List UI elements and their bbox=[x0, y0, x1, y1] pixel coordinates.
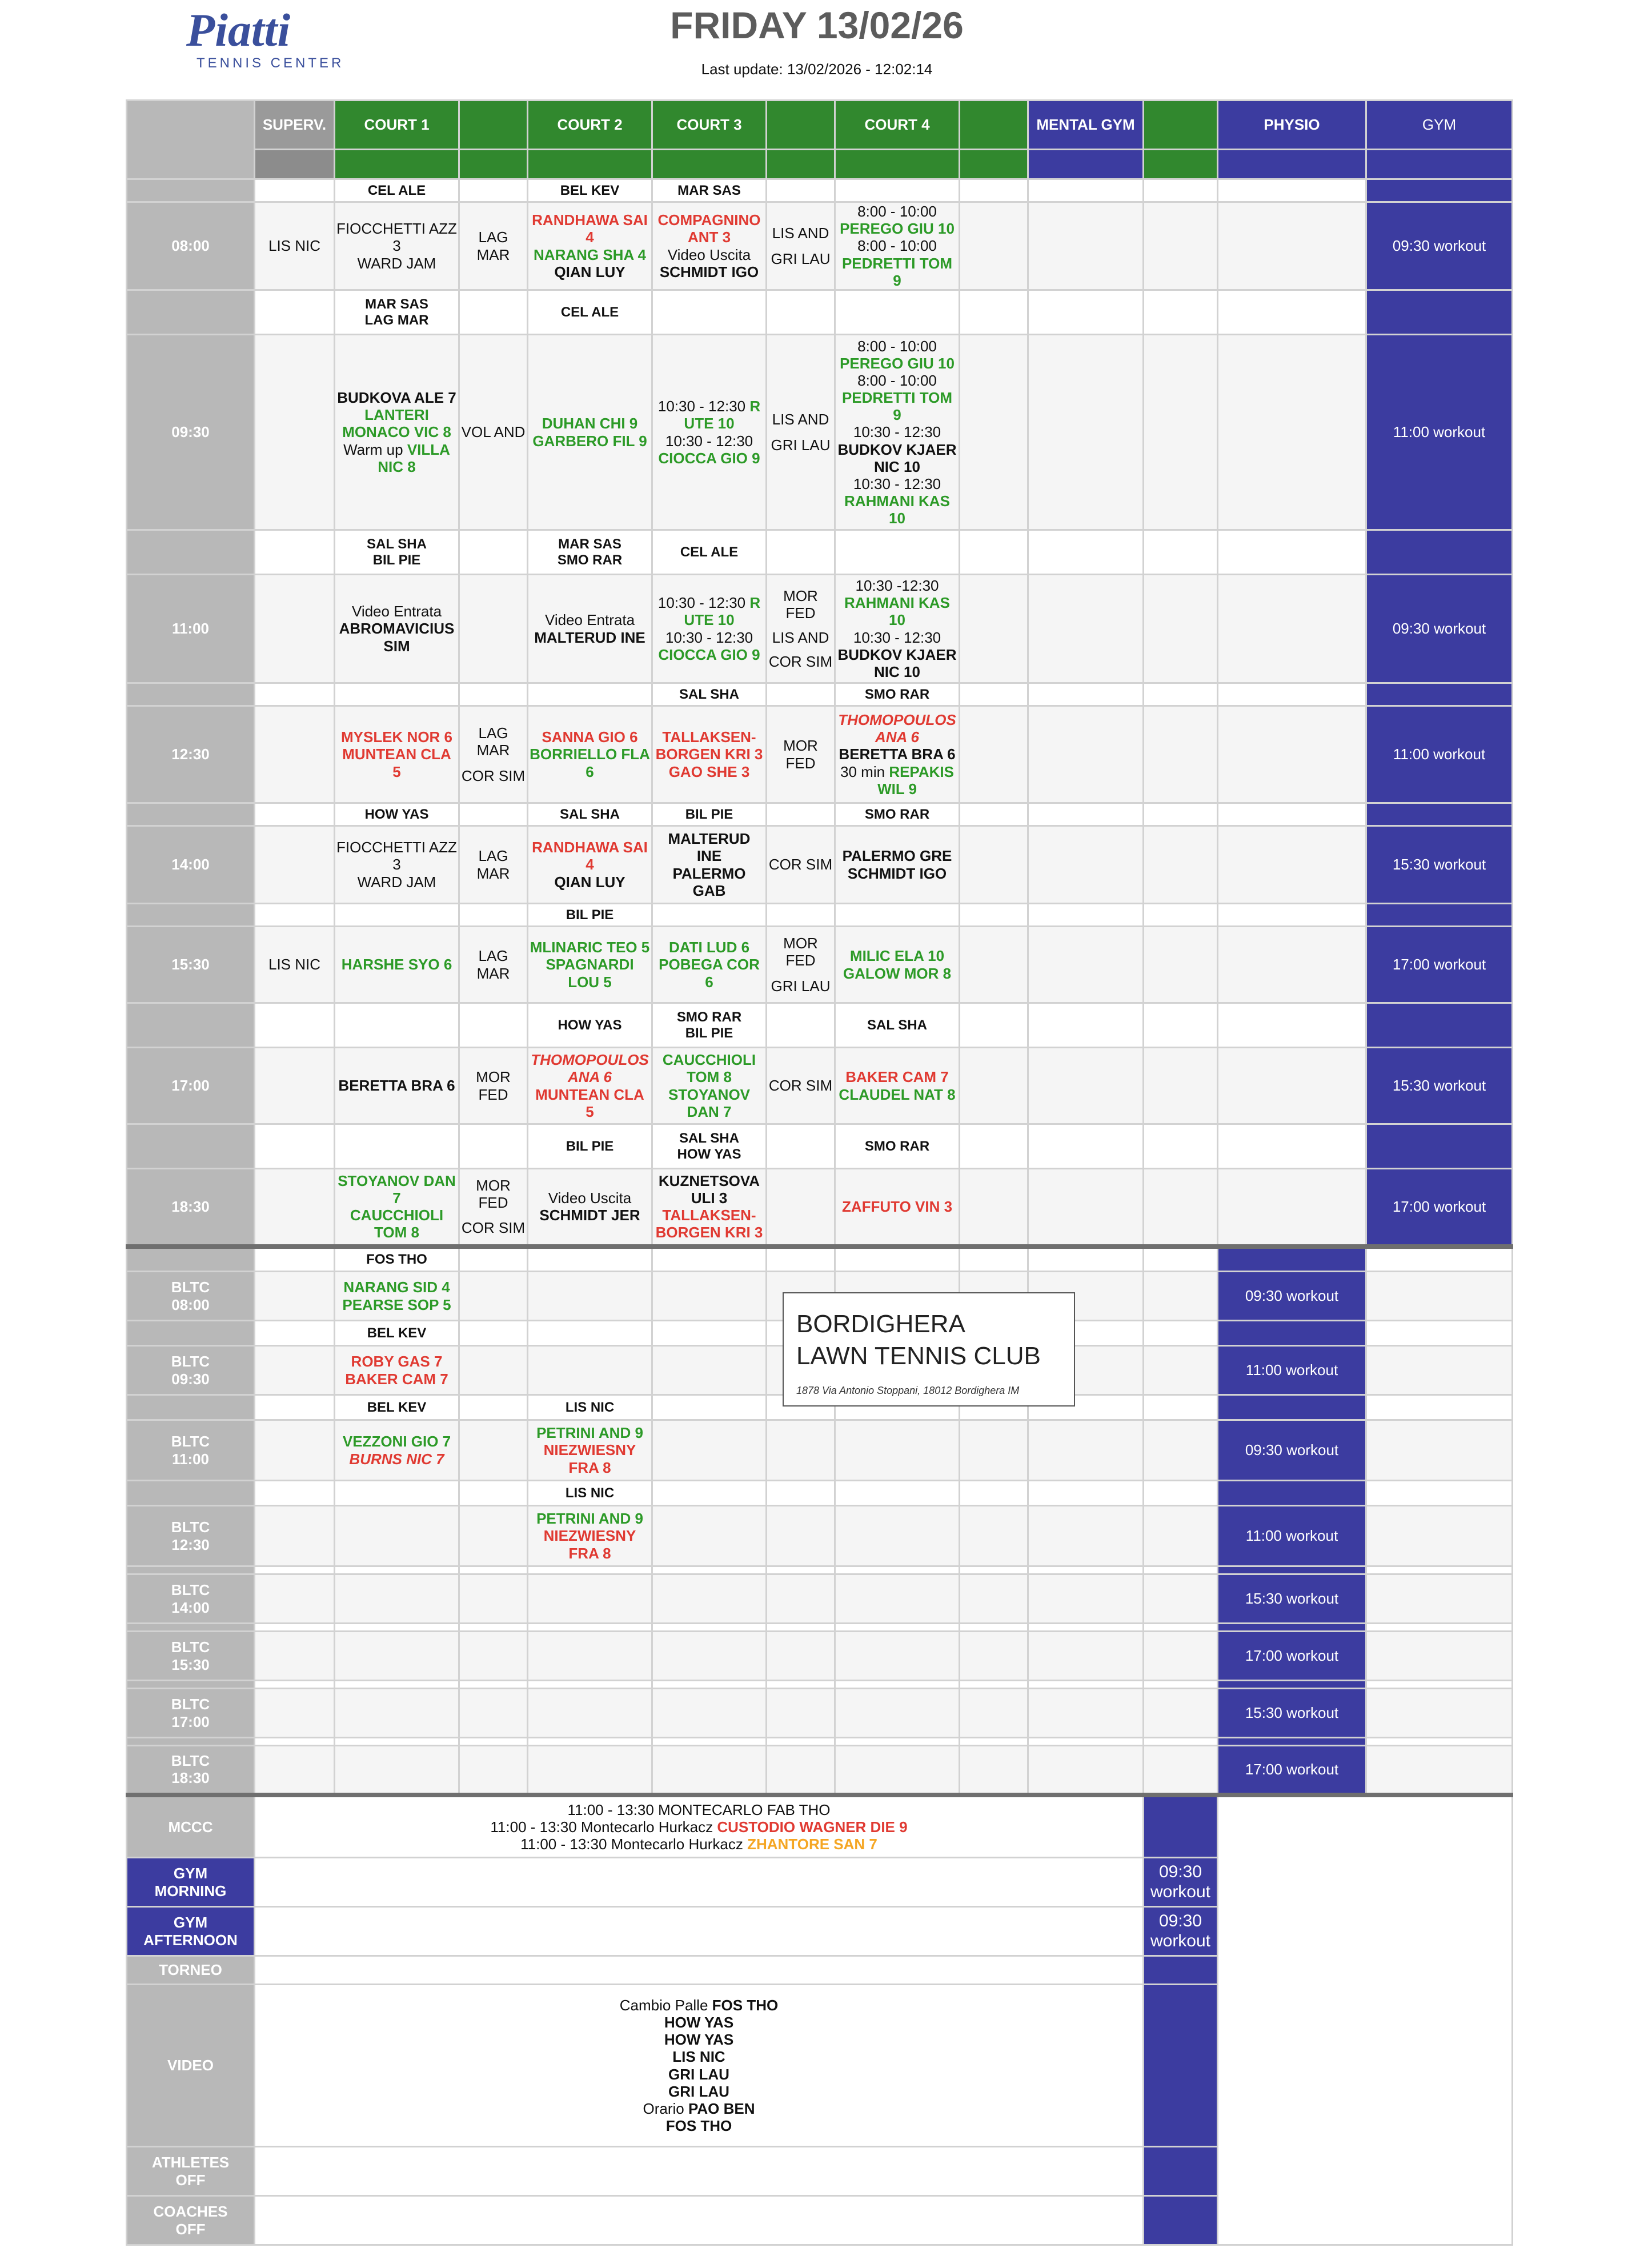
gym-1700: 15:30 workout bbox=[1366, 1048, 1513, 1124]
schedule-s1100-c2a: Video Entrata bbox=[544, 611, 635, 629]
schedule-s1400-sup-pre-c2: SAL SHA bbox=[528, 803, 652, 826]
bltc-b1700-label2: 17:00 bbox=[171, 1713, 210, 1730]
bltc-b1700-label1: BLTC bbox=[171, 1696, 210, 1713]
gym-0800: 09:30 workout bbox=[1366, 202, 1513, 290]
bordighera-box bbox=[783, 1292, 1075, 1407]
schedule-s1100-sup-pre-c1b: BIL PIE bbox=[372, 552, 421, 568]
schedule-s1400-c3s: COR SIM bbox=[767, 826, 835, 904]
footer-gym-morning-workout2: workout bbox=[1150, 1882, 1211, 1901]
footer-gym-morning-label1: GYM bbox=[173, 1865, 208, 1882]
schedule-s1400-sup-pre-c1: HOW YAS bbox=[335, 803, 459, 826]
col-court-1: COURT 1 bbox=[335, 101, 459, 150]
schedule-s1530-superv: LIS NIC bbox=[255, 927, 335, 1003]
schedule-s1230-sup-pre-c4: SMO RAR bbox=[835, 683, 960, 706]
bltc-1400 bbox=[127, 1574, 1513, 1624]
schedule-s0930-c1b: LANTERI MONACO VIC 8 bbox=[342, 406, 451, 441]
schedule-s0800-c1s: LAG MAR bbox=[459, 202, 528, 290]
slot-1230 bbox=[127, 706, 1513, 803]
gym-1230: 11:00 workout bbox=[1366, 706, 1513, 803]
col-superv: SUPERV. bbox=[255, 101, 335, 150]
bltc-b1100-c1a: VEZZONI GIO 7 bbox=[342, 1433, 451, 1450]
time-0800: 08:00 bbox=[127, 202, 255, 290]
slot-1830 bbox=[127, 1169, 1513, 1247]
schedule-s0930-c3d: CIOCCA GIO 9 bbox=[658, 449, 760, 467]
schedule-s1700-c1: BERETTA BRA 6 bbox=[335, 1048, 459, 1124]
schedule-s0800-sup-pre-c3: MAR SAS bbox=[652, 179, 767, 202]
schedule-s1530-c3b: POBEGA COR 6 bbox=[659, 956, 760, 991]
schedule-s0930-c4-1: PEREGO GIU 10 bbox=[840, 354, 955, 372]
schedule-s0930-c3s1: LIS AND bbox=[772, 411, 829, 428]
schedule-s0930-c4-0: 8:00 - 10:00 bbox=[857, 337, 937, 355]
logo-text: Piatti bbox=[186, 5, 291, 56]
bltc-b0930-physio: 11:00 workout bbox=[1218, 1346, 1366, 1395]
schedule-s1100-c3a: 10:30 - 12:30 bbox=[657, 594, 746, 612]
footer-video-line1-name: FOS THO bbox=[712, 1996, 779, 2014]
schedule-s1100-sup-pre-c1a: SAL SHA bbox=[367, 536, 427, 552]
bltc-b1100-label2: 11:00 bbox=[171, 1450, 210, 1468]
footer-mccc-line3-name: ZHANTORE SAN 7 bbox=[747, 1835, 877, 1853]
schedule-s0800-c4c: 8:00 - 10:00 bbox=[857, 237, 937, 255]
schedule-s1700-c4a: BAKER CAM 7 bbox=[845, 1068, 949, 1086]
schedule-s1100-sup-pre-c2a: MAR SAS bbox=[558, 536, 621, 552]
schedule-s1830-sup-pre-c3a: SAL SHA bbox=[679, 1130, 739, 1146]
bltc-b1100-c1b: BURNS NIC 7 bbox=[349, 1450, 444, 1468]
schedule-s1830-c2a: Video Uscita bbox=[548, 1189, 632, 1207]
schedule-s1830-c1b: CAUCCHIOLI TOM 8 bbox=[350, 1207, 444, 1241]
schedule-s1830-c4: ZAFFUTO VIN 3 bbox=[835, 1169, 960, 1247]
bltc-b0930-pre: BEL KEV bbox=[335, 1321, 459, 1346]
bltc-1230 bbox=[127, 1506, 1513, 1566]
bltc-b0800-c1a: NARANG SID 4 bbox=[343, 1279, 450, 1296]
schedule-s1530-c4b: GALOW MOR 8 bbox=[843, 964, 952, 982]
time-1700: 17:00 bbox=[127, 1048, 255, 1124]
schedule-s1230-c4b: BERETTA BRA 6 bbox=[839, 746, 956, 763]
footer-mccc-line2-name: CUSTODIO WAGNER DIE 9 bbox=[717, 1818, 908, 1836]
bltc-b0930-label2: 09:30 bbox=[171, 1370, 210, 1388]
schedule-s1700-c4b: CLAUDEL NAT 8 bbox=[839, 1085, 956, 1103]
schedule-s0930-c1s: VOL AND bbox=[459, 335, 528, 530]
schedule-s1100-c3d: CIOCCA GIO 9 bbox=[658, 646, 760, 663]
slot-1700 bbox=[127, 1048, 1513, 1124]
schedule-s1830-c1s1: MOR FED bbox=[476, 1177, 511, 1212]
footer-mccc-line1: 11:00 - 13:30 MONTECARLO FAB THO bbox=[567, 1801, 831, 1818]
schedule-s1230-c3b: GAO SHE 3 bbox=[668, 763, 750, 780]
bltc-b1700-physio: 15:30 workout bbox=[1218, 1689, 1366, 1738]
bltc-b1830-label2: 18:30 bbox=[171, 1769, 210, 1787]
time-1100: 11:00 bbox=[127, 575, 255, 683]
schedule-s1100-c3c: 10:30 - 12:30 bbox=[665, 628, 753, 646]
schedule-s0800-c3a: COMPAGNINO ANT 3 bbox=[657, 211, 761, 246]
bltc-1530 bbox=[127, 1632, 1513, 1681]
schedule-s1230-c1a: MYSLEK NOR 6 bbox=[340, 728, 453, 746]
schedule-s1400-c3a: MALTERUD INE bbox=[668, 830, 751, 865]
bltc-b0930-c1a: ROBY GAS 7 bbox=[351, 1353, 443, 1371]
schedule-s0930-c1c: Warm up bbox=[343, 440, 403, 458]
schedule-s1400-c4a: PALERMO GRE bbox=[842, 847, 952, 865]
bordighera-name-1: BORDIGHERA bbox=[796, 1310, 965, 1338]
bltc-b1100-pre1: BEL KEV bbox=[335, 1395, 459, 1420]
schedule-s1700-c3a: CAUCCHIOLI TOM 8 bbox=[662, 1051, 756, 1086]
bltc-1100 bbox=[127, 1420, 1513, 1481]
footer-torneo-label: TORNEO bbox=[127, 1956, 255, 1985]
schedule-s1700-c2b: MUNTEAN CLA 5 bbox=[535, 1085, 644, 1120]
footer-athletes-off-label1: ATHLETES bbox=[151, 2154, 230, 2171]
schedule-s1830-c2b: SCHMIDT JER bbox=[539, 1207, 640, 1224]
footer-mccc-line3-pre: 11:00 - 13:30 Montecarlo Hurkacz bbox=[520, 1835, 743, 1853]
schedule-s1230-c2a: SANNA GIO 6 bbox=[542, 728, 638, 746]
schedule-s1400-c3b: PALERMO GAB bbox=[672, 864, 746, 899]
slot-0930 bbox=[127, 335, 1513, 530]
col-court-2: COURT 2 bbox=[528, 101, 652, 150]
bltc-b0800-pre: FOS THO bbox=[335, 1247, 459, 1272]
slot-1100 bbox=[127, 575, 1513, 683]
schedule-s1100-c1a: Video Entrata bbox=[351, 603, 442, 620]
schedule-s1100-sup-pre-c2b: SMO RAR bbox=[557, 552, 623, 568]
schedule-s0930-sup-pre-c1b: LAG MAR bbox=[364, 312, 429, 328]
schedule-s1400-c1s: LAG MAR bbox=[459, 826, 528, 904]
schedule-s1100-c4a: 10:30 -12:30 bbox=[855, 577, 939, 595]
schedule-s1400-c2a: RANDHAWA SAI 4 bbox=[532, 839, 648, 873]
schedule-s1100-c3s1: MOR FED bbox=[783, 587, 818, 622]
schedule-s1830-c3a: KUZNETSOVA ULI 3 bbox=[658, 1172, 760, 1207]
bltc-b1830-label1: BLTC bbox=[171, 1752, 210, 1770]
schedule-s0930-c3a: 10:30 - 12:30 bbox=[657, 398, 746, 415]
bltc-b1230-c2a: PETRINI AND 9 bbox=[536, 1510, 643, 1528]
schedule-s0800-c4b: PEREGO GIU 10 bbox=[840, 220, 955, 238]
bltc-b1100-c2a: PETRINI AND 9 bbox=[536, 1424, 643, 1442]
bltc-b1400-label1: BLTC bbox=[171, 1581, 210, 1599]
schedule-s0800-sup-pre-c2: BEL KEV bbox=[528, 179, 652, 202]
bltc-b0800-label2: 08:00 bbox=[171, 1296, 210, 1313]
col-mental-gym: MENTAL GYM bbox=[1028, 101, 1144, 150]
schedule-s1100-c2b: MALTERUD INE bbox=[534, 628, 645, 646]
schedule-s0930-c3b: R UTE 10 bbox=[684, 398, 761, 432]
footer-gym-afternoon-workout1: 09:30 bbox=[1158, 1911, 1202, 1930]
schedule-s0930-c4-3: PEDRETTI TOM 9 bbox=[841, 389, 953, 424]
schedule-s1830-c3b: TALLAKSEN-BORGEN KRI 3 bbox=[655, 1207, 763, 1241]
schedule-s1230-c1b: MUNTEAN CLA 5 bbox=[342, 746, 451, 780]
schedule-s1400-c4b: SCHMIDT IGO bbox=[847, 864, 947, 882]
sup-c1-0800: CEL ALE bbox=[335, 179, 459, 202]
footer-video-line1-pre: Cambio Palle bbox=[619, 1996, 708, 2014]
schedule-s1530-c2b: SPAGNARDI LOU 5 bbox=[546, 956, 634, 991]
schedule-s1230-c4d: REPAKIS WIL 9 bbox=[877, 763, 954, 798]
schedule-s1100-sup-pre-c3: CEL ALE bbox=[652, 530, 767, 575]
bltc-b1100-pre2: LIS NIC bbox=[528, 1395, 652, 1420]
schedule-s0800-c2a: RANDHAWA SAI 4 bbox=[532, 211, 648, 246]
schedule-s1700-c3b: STOYANOV DAN 7 bbox=[668, 1085, 751, 1120]
schedule-grid bbox=[126, 99, 1513, 2246]
schedule-s1100-c4b: RAHMANI KAS 10 bbox=[844, 594, 950, 629]
schedule-s1700-c2a: THOMOPOULOS ANA 6 bbox=[531, 1051, 649, 1086]
col-court-3: COURT 3 bbox=[652, 101, 767, 150]
footer-video-label: VIDEO bbox=[127, 1985, 255, 2147]
schedule-s1530-c4a: MILIC ELA 10 bbox=[849, 947, 945, 965]
bltc-b0800-c1b: PEARSE SOP 5 bbox=[342, 1296, 451, 1313]
schedule-s0930-c1d: VILLA NIC 8 bbox=[378, 440, 450, 475]
footer-gym-morning-workout1: 09:30 bbox=[1158, 1862, 1202, 1881]
schedule-s0930-c1a: BUDKOVA ALE 7 bbox=[337, 389, 456, 407]
footer-video-line7-pre: Orario bbox=[643, 2099, 684, 2117]
footer-mccc-label: MCCC bbox=[127, 1795, 255, 1858]
schedule-s1100-c3s2: LIS AND bbox=[772, 628, 829, 646]
schedule-s1230-c1s2: COR SIM bbox=[461, 767, 526, 784]
bltc-b1400-physio: 15:30 workout bbox=[1218, 1574, 1366, 1624]
logo-subtext: TENNIS CENTER bbox=[197, 55, 344, 71]
footer-video-lines-3: GRI LAU bbox=[668, 2065, 729, 2083]
footer-athletes-off-label2: OFF bbox=[175, 2171, 206, 2189]
schedule-s1100-c3b: R UTE 10 bbox=[684, 594, 761, 629]
bltc-b0800-physio: 09:30 workout bbox=[1218, 1272, 1366, 1321]
bltc-1700 bbox=[127, 1689, 1513, 1738]
schedule-s1530-c1: HARSHE SYO 6 bbox=[335, 927, 459, 1003]
schedule-s0800-c2b: NARANG SHA 4 bbox=[534, 246, 646, 263]
schedule-s0930-sup-pre-c1a: MAR SAS bbox=[365, 296, 428, 312]
schedule-s0930-sup-pre-c2: CEL ALE bbox=[528, 290, 652, 335]
schedule-s1700-sup-pre-c4: SAL SHA bbox=[835, 1003, 960, 1048]
schedule-s0930-c4-5: BUDKOV KJAER NIC 10 bbox=[837, 440, 957, 475]
gym-1530: 17:00 workout bbox=[1366, 927, 1513, 1003]
last-update: Last update: 13/02/2026 - 12:02:14 bbox=[701, 61, 933, 78]
footer-video-lines-1: HOW YAS bbox=[664, 2031, 734, 2049]
bltc-b1100-physio: 09:30 workout bbox=[1218, 1420, 1366, 1481]
footer-gym-afternoon-label2: AFTERNOON bbox=[143, 1931, 238, 1949]
schedule-s0800-c3s2: GRI LAU bbox=[771, 250, 831, 267]
schedule-s1700-c3s: COR SIM bbox=[767, 1048, 835, 1124]
schedule-s1830-sup-pre-c3b: HOW YAS bbox=[677, 1146, 741, 1162]
gym-1400: 15:30 workout bbox=[1366, 826, 1513, 904]
time-0930: 09:30 bbox=[127, 335, 255, 530]
slot-1400 bbox=[127, 826, 1513, 904]
schedule-s1400-sup-pre-c4: SMO RAR bbox=[835, 803, 960, 826]
schedule-s0800-c1-0: FIOCCHETTI AZZ 3 bbox=[336, 220, 457, 255]
schedule-s1230-c1s1: LAG MAR bbox=[476, 724, 510, 759]
bltc-b0930-c1b: BAKER CAM 7 bbox=[345, 1370, 448, 1388]
bltc-b1230-physio: 11:00 workout bbox=[1218, 1506, 1366, 1566]
slot-0800 bbox=[127, 202, 1513, 290]
bltc-b0930-label1: BLTC bbox=[171, 1353, 210, 1371]
bltc-b1530-label2: 15:30 bbox=[171, 1656, 210, 1673]
footer-gym-afternoon-label1: GYM bbox=[173, 1914, 208, 1932]
schedule-s0800-c4d: PEDRETTI TOM 9 bbox=[841, 254, 953, 289]
schedule-s0800-c3c: SCHMIDT IGO bbox=[659, 263, 759, 281]
schedule-s0930-c4-7: RAHMANI KAS 10 bbox=[844, 492, 950, 527]
bltc-b1530-label1: BLTC bbox=[171, 1638, 210, 1656]
piatti-logo bbox=[182, 5, 353, 72]
page-title: FRIDAY 13/02/26 bbox=[670, 4, 964, 46]
time-1530: 15:30 bbox=[127, 927, 255, 1003]
schedule-s1700-sup-pre-c3a: SMO RAR bbox=[676, 1009, 742, 1025]
schedule-s1530-c3a: DATI LUD 6 bbox=[668, 939, 750, 956]
col-gym: GYM bbox=[1366, 101, 1513, 150]
schedule-s1400-sup-pre-c3: BIL PIE bbox=[652, 803, 767, 826]
bltc-b1230-pre: LIS NIC bbox=[528, 1481, 652, 1506]
bltc-b1230-label2: 12:30 bbox=[171, 1536, 210, 1553]
schedule-s1530-sup-pre-c2: BIL PIE bbox=[528, 904, 652, 927]
schedule-s1230-c4c: 30 min bbox=[840, 763, 885, 780]
col-court-4: COURT 4 bbox=[835, 101, 960, 150]
schedule-s1230-c4a: THOMOPOULOS ANA 6 bbox=[838, 711, 956, 746]
schedule-s1100-c3s3: COR SIM bbox=[768, 652, 833, 670]
schedule-s1230-c3a: TALLAKSEN-BORGEN KRI 3 bbox=[655, 728, 763, 763]
schedule-s1700-sup-pre-c3b: BIL PIE bbox=[685, 1025, 733, 1041]
col-physio: PHYSIO bbox=[1218, 101, 1366, 150]
schedule-s1530-c2a: MLINARIC TEO 5 bbox=[530, 939, 650, 956]
schedule-s0800-c3s1: LIS AND bbox=[772, 225, 829, 242]
schedule-s1400-c1: FIOCCHETTI AZZ 3 bbox=[336, 839, 457, 873]
gym-1100: 09:30 workout bbox=[1366, 575, 1513, 683]
footer-video-line8: FOS THO bbox=[665, 2117, 732, 2134]
schedule-s1100-c4c: 10:30 - 12:30 bbox=[853, 628, 941, 646]
mccc-row bbox=[127, 1795, 1513, 1858]
bordighera-name-2: LAWN TENNIS CLUB bbox=[796, 1342, 1041, 1371]
schedule-s0800-c2c: QIAN LUY bbox=[554, 263, 625, 281]
footer-video-lines-0: HOW YAS bbox=[664, 2014, 734, 2031]
schedule-s0930-c4-6: 10:30 - 12:30 bbox=[853, 475, 941, 492]
schedule-s0930-c4-4: 10:30 - 12:30 bbox=[853, 423, 941, 441]
bltc-b1230-c2b: NIEZWIESNY FRA 8 bbox=[543, 1527, 636, 1562]
schedule-s1230-c3s: MOR FED bbox=[767, 706, 835, 803]
schedule-s1100-c4d: BUDKOV KJAER NIC 10 bbox=[837, 646, 957, 680]
bltc-1830 bbox=[127, 1746, 1513, 1795]
bltc-b1100-c2b: NIEZWIESNY FRA 8 bbox=[543, 1441, 636, 1476]
time-1830: 18:30 bbox=[127, 1169, 255, 1247]
schedule-s1400-c2b: QIAN LUY bbox=[554, 873, 625, 891]
footer-coaches-off-label2: OFF bbox=[175, 2220, 206, 2238]
schedule-s1830-c1s2: COR SIM bbox=[461, 1219, 526, 1237]
bltc-b1230-label1: BLTC bbox=[171, 1518, 210, 1536]
schedule-s0800-c1-1: WARD JAM bbox=[357, 254, 436, 272]
footer-video-lines-4: GRI LAU bbox=[668, 2082, 729, 2100]
time-1230: 12:30 bbox=[127, 706, 255, 803]
schedule-s1700-sup-pre-c2: HOW YAS bbox=[528, 1003, 652, 1048]
schedule-s1400-c1b: WARD JAM bbox=[357, 873, 436, 891]
schedule-s1830-sup-pre-c2: BIL PIE bbox=[528, 1124, 652, 1169]
footer-mccc-line2-pre: 11:00 - 13:30 Montecarlo Hurkacz bbox=[490, 1818, 713, 1836]
schedule-s0800-superv: LIS NIC bbox=[255, 202, 335, 290]
gym-0930: 11:00 workout bbox=[1366, 335, 1513, 530]
schedule-s1100-c1b: ABROMAVICIUS SIM bbox=[339, 620, 455, 655]
footer-video-line7-name: PAO BEN bbox=[688, 2099, 755, 2117]
schedule-s1830-c1a: STOYANOV DAN 7 bbox=[338, 1172, 456, 1207]
schedule-s1530-c3s1: MOR FED bbox=[783, 935, 818, 969]
footer-coaches-off-label1: COACHES bbox=[153, 2203, 228, 2221]
schedule-s1830-sup-pre-c4: SMO RAR bbox=[835, 1124, 960, 1169]
schedule-s1230-sup-pre-c3: SAL SHA bbox=[652, 683, 767, 706]
bltc-b0800-label1: BLTC bbox=[171, 1279, 210, 1296]
schedule-s0930-c2a: DUHAN CHI 9 bbox=[542, 415, 638, 432]
time-1400: 14:00 bbox=[127, 826, 255, 904]
footer-gym-morning-label2: MORNING bbox=[154, 1882, 227, 1900]
schedule-s1230-c2b: BORRIELLO FLA 6 bbox=[530, 746, 650, 780]
schedule-s0800-c4a: 8:00 - 10:00 bbox=[857, 203, 937, 221]
schedule-s1530-c3s2: GRI LAU bbox=[771, 977, 831, 995]
schedule-s0930-c4-2: 8:00 - 10:00 bbox=[857, 371, 937, 389]
schedule-s0930-c3c: 10:30 - 12:30 bbox=[665, 432, 753, 450]
schedule-s0930-c3s2: GRI LAU bbox=[771, 436, 831, 454]
footer-video-lines-2: LIS NIC bbox=[672, 2048, 725, 2066]
schedule-s1530-c1s: LAG MAR bbox=[459, 927, 528, 1003]
schedule-s0930-c2b: GARBERO FIL 9 bbox=[532, 432, 647, 450]
bltc-b1100-label1: BLTC bbox=[171, 1433, 210, 1450]
bordighera-address: 1878 Via Antonio Stoppani, 18012 Bordighera IM bbox=[796, 1385, 1020, 1396]
schedule-s1700-c1s: MOR FED bbox=[459, 1048, 528, 1124]
bltc-b1400-label2: 14:00 bbox=[171, 1598, 210, 1616]
bltc-b1530-physio: 17:00 workout bbox=[1218, 1632, 1366, 1681]
bltc-b1830-physio: 17:00 workout bbox=[1218, 1746, 1366, 1795]
header-row bbox=[127, 101, 1513, 150]
footer-gym-afternoon-workout2: workout bbox=[1150, 1931, 1211, 1950]
slot-1530 bbox=[127, 927, 1513, 1003]
gym-1830: 17:00 workout bbox=[1366, 1169, 1513, 1247]
schedule-s0800-c3b: Video Uscita bbox=[667, 246, 751, 263]
